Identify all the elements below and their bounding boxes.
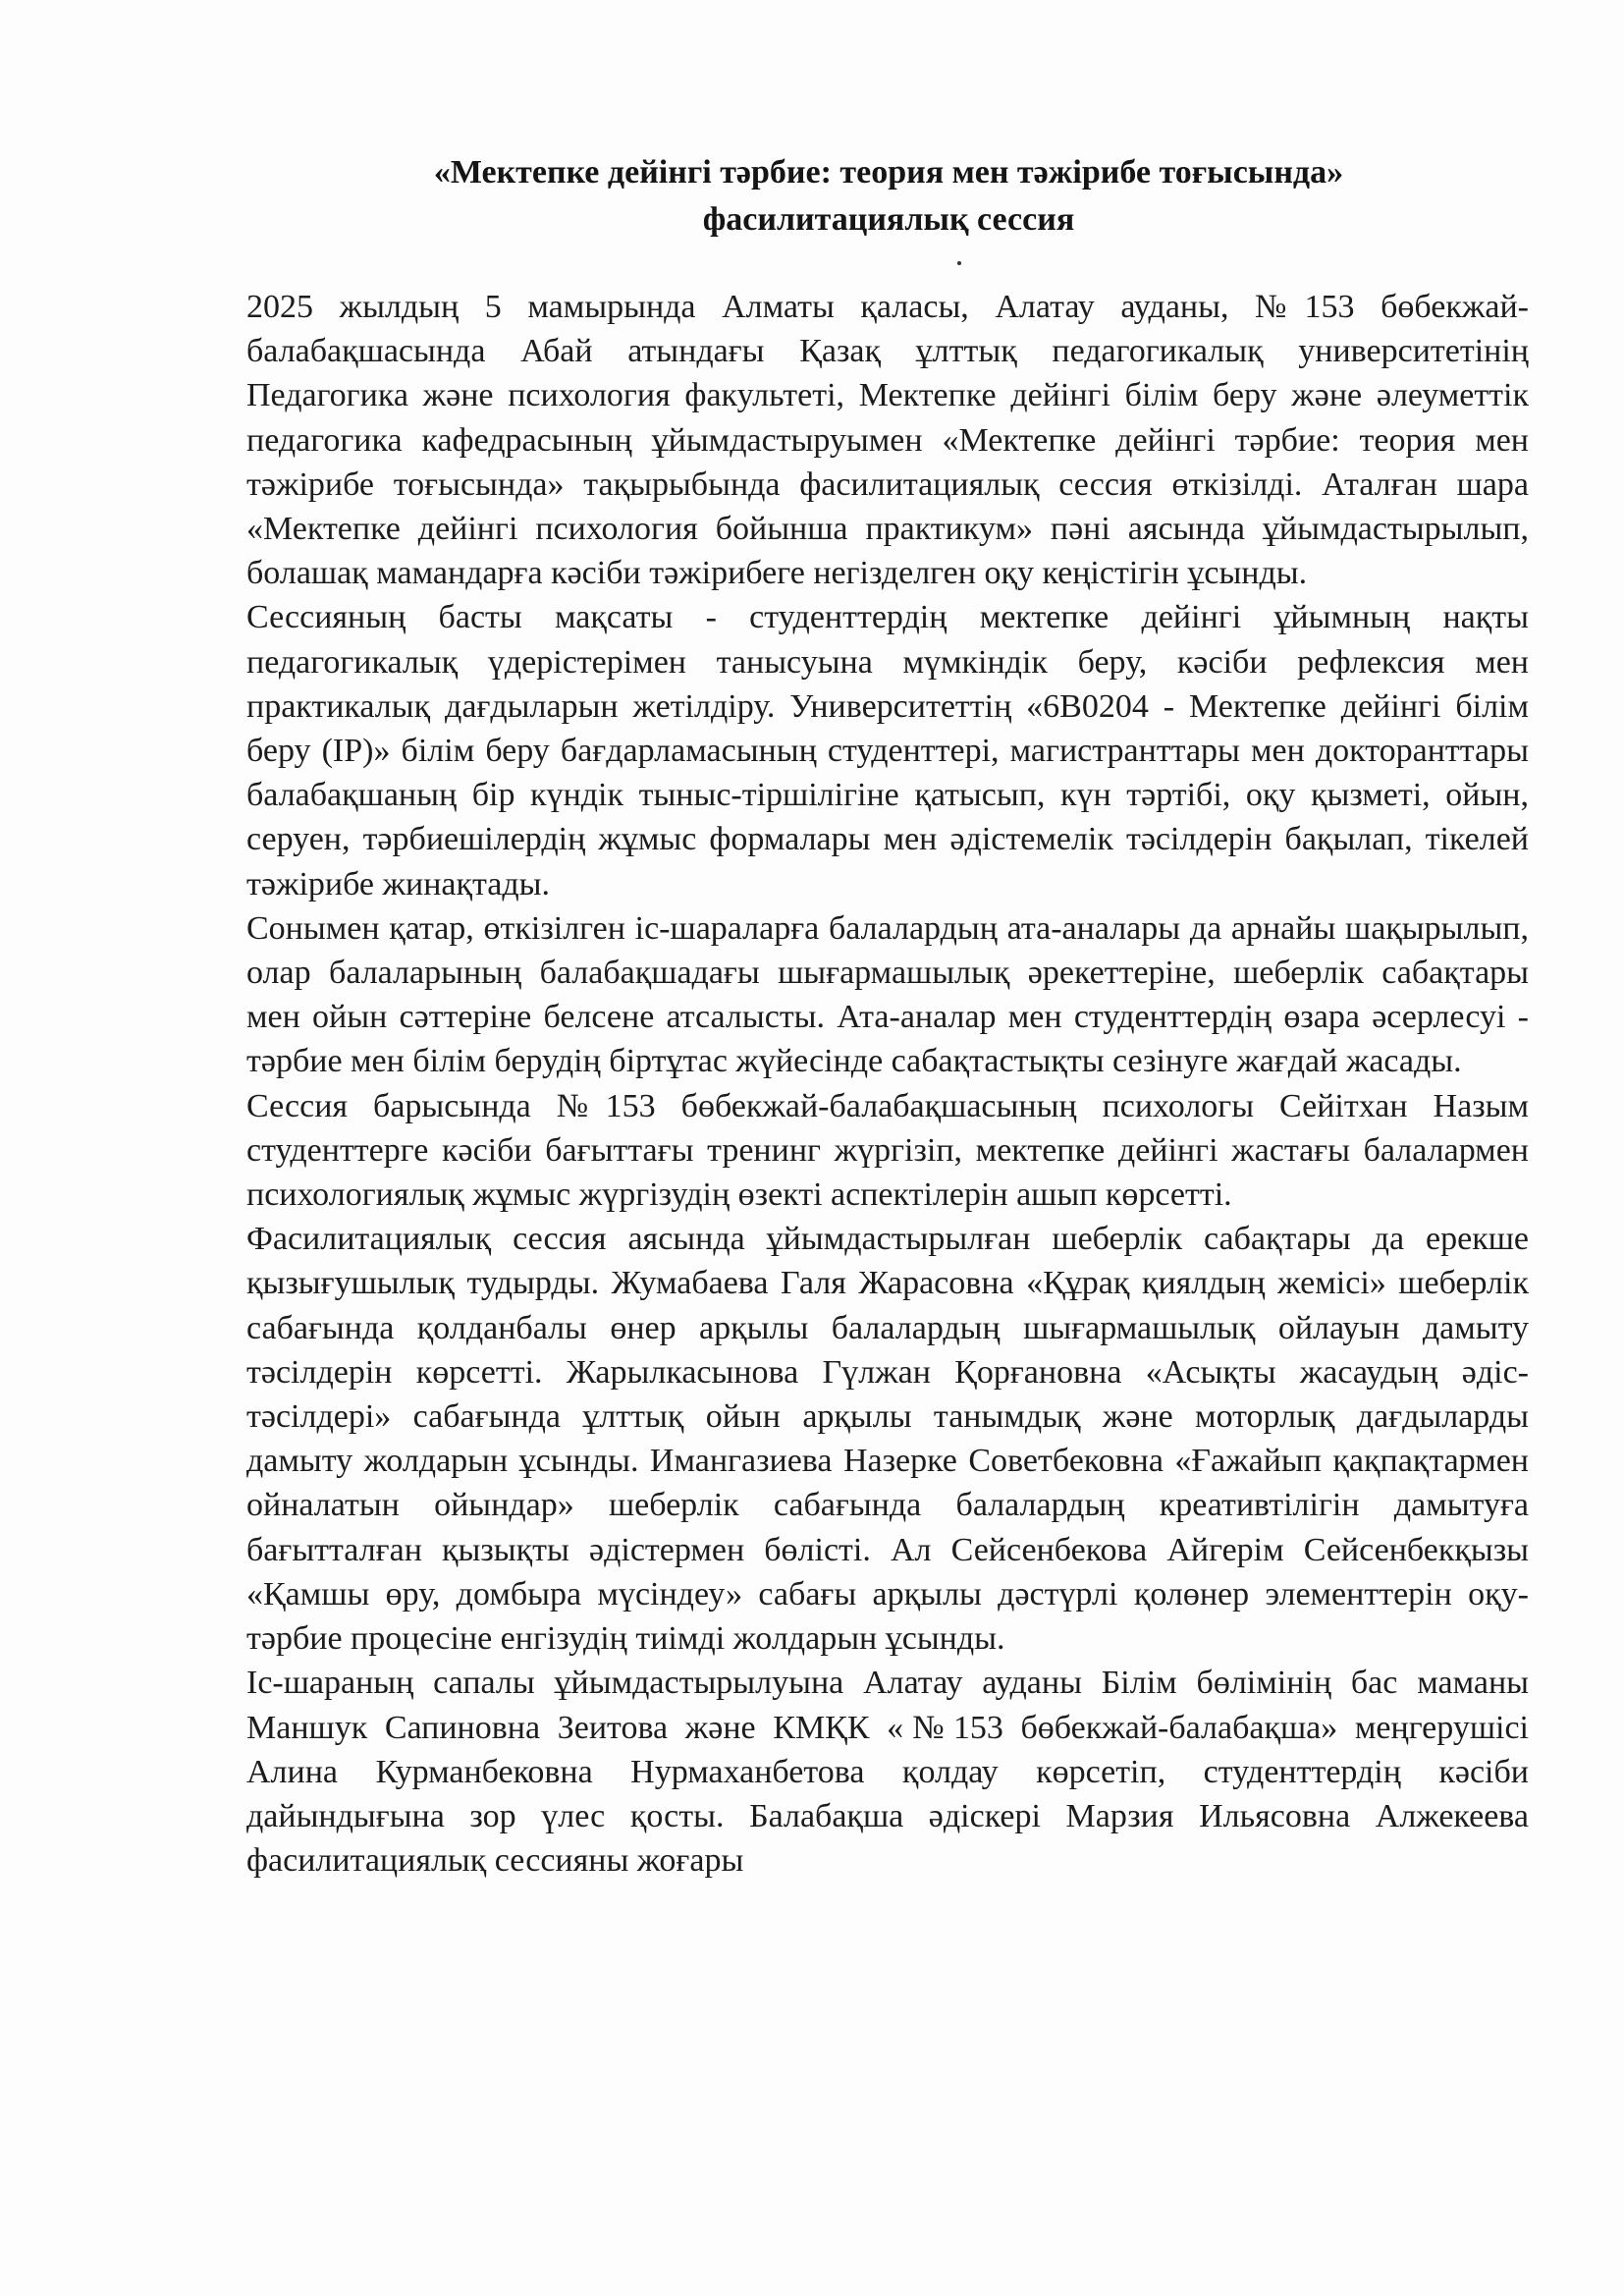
- title-line-1: «Мектепке дейінгі тәрбие: теория мен тәжірибе тоғысында»: [433, 154, 1344, 191]
- paragraph-support: Іс-шараның сапалы ұйымдастырылуына Алатау ауданы Білім бөлімінің бас маманы Маншук Сапиновна Зеитова және КМҚК «№153 бөбекжай-балабақша» меңгерушісі Алина Курманбековна Нурмаханбетова қолдау көрсетіп, студенттердің кәсіби дайындығына зор үлес қосты. Балабақша әдіскері Марзия Ильясовна Алжекеева фасилитациялық сессияны жоғары: [246, 1665, 1529, 1880]
- paragraph-intro: 2025 жылдың 5 мамырында Алматы қаласы, Алатау ауданы, №153 бөбекжай-балабақшасында Абай атындағы Қазақ ұлттық педагогикалық университетінің Педагогика және психология факультеті, Мектепке дейінгі білім беру және әлеуметтік педагогика кафедрасының ұйымдастыруымен «Мектепке дейінгі тәрбие: теория мен тәжірибе тоғысында» тақырыбында фасилитациялық сессия өткізілді. Аталған шара «Мектепке дейінгі психология бойынша практикум» пәні аясында ұйымдастырылып, болашақ мамандарға кәсіби тәжірибеге негізделген оқу кеңістігін ұсынды.: [246, 289, 1529, 592]
- paragraph-masterclasses: Фасилитациялық сессия аясында ұйымдастырылған шеберлік сабақтары да ерекше қызығушылық тудырды. Жумабаева Галя Жарасовна «Құрақ қиялдың жемісі» шеберлік сабағында қолданбалы өнер арқылы балалардың шығармашылық ойлауын дамыту тәсілдерін көрсетті. Жарылкасынова Гүлжан Қорғановна «Асықты жасаудың әдіс-тәсілдері» сабағында ұлттық ойын арқылы танымдық және моторлық дағдыларды дамыту жолдарын ұсынды. Имангазиева Назерке Советбековна «Ғажайып қақпақтармен ойналатын ойындар» шеберлік сабағында балалардың креативтілігін дамытуға бағытталған қызықты әдістермен бөлісті. Ал Сейсенбекова Айгерім Сейсенбекқызы «Қамшы өру, домбыра мүсіндеу» сабағы арқылы дәстүрлі қолөнер элементтерін оқу-тәрбие процесіне енгізудің тиімді жолдарын ұсынды.: [246, 1221, 1529, 1658]
- paragraph-parents: Сонымен қатар, өткізілген іс-шараларға балалардың ата-аналары да арнайы шақырылып, олар балаларының балабақшадағы шығармашылық әрекеттеріне, шеберлік сабақтары мен ойын сәттеріне белсене атсалысты. Ата-аналар мен студенттердің өзара әсерлесуі - тәрбие мен білім берудің біртұтас жүйесінде сабақтастықты сезінуге жағдай жасады.: [246, 909, 1529, 1080]
- paragraph-psychologist: Сессия барысында №153 бөбекжай-балабақшасының психологы Сейітхан Назым студенттерге кәсіби бағыттағы тренинг жүргізіп, мектепке дейінгі жастағы балалармен психологиялық жұмыс жүргізудің өзекті аспектілерін ашып көрсетті.: [246, 1087, 1529, 1214]
- document-title: [245, 149, 1532, 244]
- document-body: [246, 285, 1529, 1883]
- scan-speck: [957, 261, 961, 265]
- paragraph-goal: Сессияның басты мақсаты - студенттердің мектепке дейінгі ұйымның нақты педагогикалық үдерістерімен танысуына мүмкіндік беру, кәсіби рефлексия мен практикалық дағдыларын жетілдіру. Университеттің «6В0204 - Мектепке дейінгі білім беру (IP)» білім беру бағдарламасының студенттері, магистранттары мен докторанттары балабақшаның бір күндік тыныс-тіршілігіне қатысып, күн тәртібі, оқу қызметі, ойын, серуен, тәрбиешілердің жұмыс формалары мен әдістемелік тәсілдерін бақылап, тікелей тәжірибе жинақтады.: [246, 599, 1529, 902]
- title-line-2: фасилитациялық сессия: [702, 201, 1075, 238]
